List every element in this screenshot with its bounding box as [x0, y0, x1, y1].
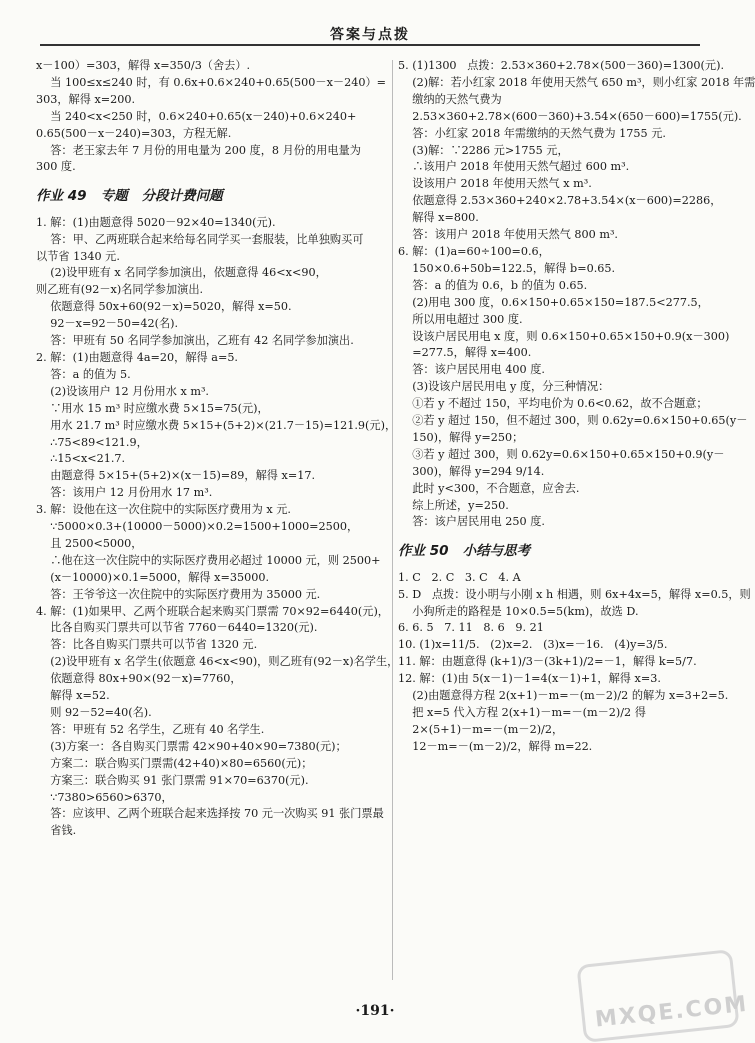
text-line: 5. (1)1300 点拨：2.53×360+2.78×(500－360)=1300(元). — [398, 59, 725, 72]
text-line: 2. 解：(1)由题意得 4a=20，解得 a=5. — [36, 350, 238, 364]
text-line: ∵5000×0.3+(10000－5000)×0.2=1500+1000=2500， — [36, 520, 359, 534]
text-line: 把 x=5 代入方程 2(x+1)－m=－(m－2)/2 得 — [398, 706, 646, 719]
text-line: 答：该户居民用电 250 度. — [398, 515, 545, 529]
text-line: 小狗所走的路程是 10×0.5=5(km)，故选 D. — [398, 604, 639, 618]
text-line: 设该用户 2018 年使用天然气 x m³. — [398, 177, 592, 191]
text-line: 由题意得 5×15+(5+2)×(x－15)=89，解得 x=17. — [36, 469, 316, 483]
text-line: 解得 x=52. — [36, 689, 110, 703]
text-line: 3. 解：设他在这一次住院中的实际医疗费用为 x 元. — [36, 503, 291, 517]
text-line: 300)，解得 y=294 9/14. — [398, 464, 545, 478]
text-line: (2)解：若小红家 2018 年使用天然气 650 m³，则小红家 2018 年需 — [398, 75, 755, 89]
text-line: (2)设甲班有 x 名同学参加演出，依题意得 46<x<90， — [36, 266, 327, 280]
text-line: 方案三：联合购买 91 张门票需 91×70=6370(元). — [36, 773, 309, 787]
text-line: (x－10000)×0.1=5000，解得 x=35000. — [36, 570, 269, 584]
text-line: ∴该用户 2018 年使用天然气超过 600 m³. — [398, 160, 630, 174]
column-divider — [392, 60, 393, 980]
text-line: (3)方案一：各自购买门票需 42×90+40×90=7380(元)； — [36, 739, 347, 753]
text-line: 12. 解：(1)由 5(x－1)－1=4(x－1)+1，解得 x=3. — [398, 672, 661, 686]
text-line: 答：该户居民用电 400 度. — [398, 363, 545, 377]
text-line: 答：a 的值为 5. — [36, 367, 131, 381]
section-heading: 作业 49 专题 分段计费问题 — [36, 188, 223, 205]
text-line: 则乙班有(92－x)名同学参加演出. — [36, 283, 204, 297]
text-line: 答：应该甲、乙两个班联合起来选择按 70 元一次购买 91 张门票最 — [36, 807, 384, 821]
text-line: (2)设该用户 12 月份用水 x m³. — [36, 384, 209, 398]
text-line: 依题意得 50x+60(92－x)=5020，解得 x=50. — [36, 300, 292, 314]
text-line: ∴75<89<121.9， — [36, 435, 148, 449]
text-line: 依题意得 2.53×360+240×2.78+3.54×(x－600)=2286， — [398, 194, 722, 208]
text-line: x－100）=303，解得 x=350/3（舍去）. — [36, 59, 251, 72]
text-line: 0.65(500－x－240)=303，方程无解. — [36, 126, 232, 140]
text-line: 方案二：联合购买门票需(42+40)×80=6560(元)； — [36, 756, 313, 770]
text-line: 10. (1)x=11/5. (2)x=2. (3)x=－16. (4)y=3/5. — [398, 638, 668, 652]
text-line: 答：王爷爷这一次住院中的实际医疗费用为 35000 元. — [36, 587, 321, 601]
text-line: 缴纳的天然气费为 — [398, 92, 502, 106]
page-number: ·191· — [355, 1003, 395, 1019]
right-column — [398, 58, 755, 756]
text-line: 用水 21.7 m³ 时应缴水费 5×15+(5+2)×(21.7－15)=121.9(元)， — [36, 418, 397, 432]
text-line: 且 2500<5000， — [36, 536, 143, 550]
left-column — [36, 58, 399, 840]
text-line: 所以用电超过 300 度. — [398, 312, 523, 326]
text-line: 150×0.6+50b=122.5，解得 b=0.65. — [398, 261, 616, 275]
text-line: (2)设甲班有 x 名学生(依题意 46<x<90)，则乙班有(92－x)名学生， — [36, 655, 399, 669]
text-line: 则 92－52=40(名). — [36, 706, 152, 719]
text-line: 150)，解得 y=250； — [398, 430, 524, 444]
text-line: 答：a 的值为 0.6，b 的值为 0.65. — [398, 278, 588, 292]
section-heading: 作业 50 小结与思考 — [398, 543, 531, 560]
text-line: 1. C 2. C 3. C 4. A — [398, 570, 521, 584]
text-line: 省钱. — [36, 824, 77, 838]
text-line: 答：甲、乙两班联合起来给每名同学买一套服装，比单独购买可 — [36, 232, 364, 246]
text-line: 解得 x=800. — [398, 211, 479, 225]
text-line: 1. 解：(1)由题意得 5020－92×40=1340(元). — [36, 215, 276, 229]
watermark-text: MXQE.COM — [593, 991, 750, 1033]
text-line: ∴15<x<21.7. — [36, 452, 126, 466]
text-line: 答：小红家 2018 年需缴纳的天然气费为 1755 元. — [398, 126, 666, 140]
text-line: 4. 解：(1)如果甲、乙两个班联合起来购买门票需 70×92=6440(元)， — [36, 604, 389, 618]
text-line: ∴他在这一次住院中的实际医疗费用必超过 10000 元，则 2500+ — [36, 553, 381, 567]
text-line: 2×(5+1)－m=－(m－2)/2， — [398, 722, 564, 736]
watermark-logo — [576, 949, 750, 1043]
text-line: =277.5，解得 x=400. — [398, 346, 532, 360]
text-line: 综上所述，y=250. — [398, 498, 509, 512]
text-line: 92－x=92－50=42(名). — [36, 317, 179, 331]
text-line: 答：甲班有 50 名同学参加演出，乙班有 42 名同学参加演出. — [36, 334, 354, 348]
text-line: 依题意得 80x+90×(92－x)=7760， — [36, 672, 242, 686]
text-line: 11. 解：由题意得 (k+1)/3－(3k+1)/2=－1，解得 k=5/7. — [398, 655, 697, 669]
text-line: 答：比各自购买门票共可以节省 1320 元. — [36, 638, 258, 652]
text-line: 6. 解：(1)a=60÷100=0.6， — [398, 244, 550, 258]
page-header — [40, 22, 700, 46]
text-line: 以节省 1340 元. — [36, 249, 120, 263]
text-line: (3)设该户居民用电 y 度，分三种情况： — [398, 380, 610, 394]
text-line: 比各自购买门票共可以节省 7760－6440=1320(元). — [36, 621, 318, 635]
header-title: 答案与点拨 — [330, 27, 410, 43]
text-line: 12－m=－(m－2)/2，解得 m=22. — [398, 739, 593, 753]
text-line: 当 240<x<250 时，0.6×240+0.65(x－240)+0.6×240+ — [36, 109, 357, 123]
text-line: 设该户居民用电 x 度，则 0.6×150+0.65×150+0.9(x－300) — [398, 329, 730, 343]
text-line: 5. D 点拨：设小明与小刚 x h 相遇，则 6x+4x=5，解得 x=0.5，则 — [398, 587, 751, 601]
text-line: 303，解得 x=200. — [36, 92, 136, 106]
text-line: 答：该用户 2018 年使用天然气 800 m³. — [398, 228, 618, 242]
text-line: 答：甲班有 52 名学生，乙班有 40 名学生. — [36, 722, 265, 736]
text-line: (2)由题意得方程 2(x+1)－m=－(m－2)/2 的解为 x=3+2=5. — [398, 689, 729, 703]
text-line: (3)解：∵2286 元>1755 元， — [398, 143, 569, 157]
text-line: ∵用水 15 m³ 时应缴水费 5×15=75(元)， — [36, 401, 269, 415]
text-line: ∵7380>6560>6370， — [36, 790, 173, 804]
text-line: 此时 y<300，不合题意，应舍去. — [398, 481, 580, 495]
text-line: 答：老王家去年 7 月份的用电量为 200 度，8 月份的用电量为 — [36, 143, 361, 157]
text-line: ①若 y 不超过 150，平均电价为 0.6<0.62，故不合题意； — [398, 397, 708, 411]
text-line: (2)用电 300 度，0.6×150+0.65×150=187.5<277.5， — [398, 295, 709, 309]
text-line: ②若 y 超过 150，但不超过 300，则 0.62y=0.6×150+0.65(y－ — [398, 414, 748, 428]
text-line: 6. 6. 5 7. 11 8. 6 9. 21 — [398, 621, 544, 635]
text-line: ③若 y 超过 300，则 0.62y=0.6×150+0.65×150+0.9(y－ — [398, 447, 725, 461]
text-line: 300 度. — [36, 160, 76, 174]
text-line: 答：该用户 12 月份用水 17 m³. — [36, 486, 213, 500]
text-line: 当 100≤x≤240 时，有 0.6x+0.6×240+0.65(500－x－240）= — [36, 75, 387, 89]
text-line: 2.53×360+2.78×(600－360)+3.54×(650－600)=1755(元). — [398, 109, 742, 123]
